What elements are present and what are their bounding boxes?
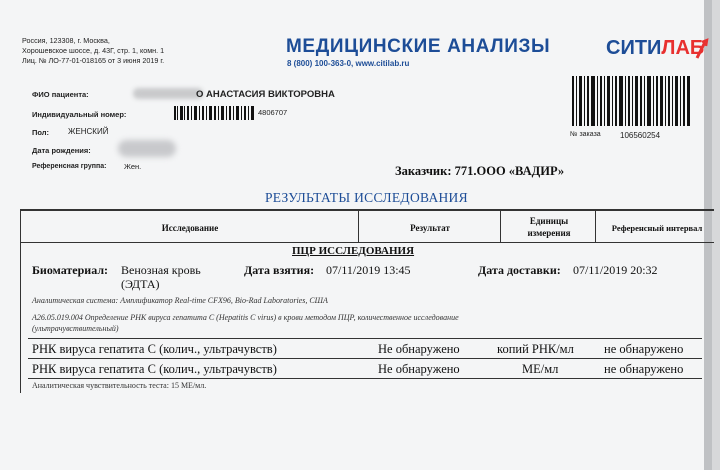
patient-id-value: 4806707 — [258, 108, 288, 117]
order-number-label: № заказа — [570, 131, 601, 138]
column-divider — [500, 210, 501, 242]
column-divider — [358, 210, 359, 242]
row-1-units: копий РНК/мл — [497, 342, 574, 356]
lab-address — [22, 36, 164, 66]
table-left-border — [20, 209, 21, 393]
analytic-system-note: Аналитическая система: Амплификатор Real-time CFX96, Bio-Rad Laboratories, США — [32, 296, 328, 305]
header-units — [505, 215, 593, 239]
row-1-test: РНК вируса гепатита С (колич., ультрачувств) — [32, 342, 277, 356]
delivery-date-label: Дата доставки: — [478, 263, 561, 277]
row-1-reference: не обнаружено — [604, 342, 684, 356]
table-top-border — [20, 209, 714, 211]
address-line: Россия, 123308, г. Москва, — [22, 36, 110, 45]
citilab-logo — [606, 37, 704, 60]
biomaterial-label: Биоматериал: — [32, 263, 109, 277]
taken-date-value: 07/11/2019 13:45 — [326, 263, 411, 277]
order-barcode — [572, 76, 690, 126]
row-2-reference: не обнаружено — [604, 362, 684, 376]
header-test: Исследование — [161, 223, 219, 233]
logo-arrow-icon — [694, 38, 710, 62]
address-line: Лиц. № ЛО-77-01-018165 от 3 июня 2019 г. — [22, 56, 165, 65]
row-2-result: Не обнаружено — [378, 362, 460, 376]
header-reference: Референсный интервал — [611, 223, 703, 233]
reference-group-value: Жен. — [124, 162, 142, 171]
biomaterial-value-2: (ЭДТА) — [121, 277, 160, 291]
redacted-surname — [133, 88, 203, 99]
row-1-result: Не обнаружено — [378, 342, 460, 356]
method-note-2: (ультрачувствительный) — [32, 324, 119, 333]
taken-date-label: Дата взятия: — [244, 263, 315, 277]
table-header-divider — [20, 242, 714, 243]
section-title: ПЦР ИССЛЕДОВАНИЯ — [292, 245, 415, 257]
biomaterial-value: Венозная кровь — [121, 263, 201, 277]
sensitivity-note: Аналитическая чувствительность теста: 15 МЕ/мл. — [32, 381, 207, 390]
patient-id-barcode — [174, 106, 254, 120]
order-number-value: 106560254 — [620, 131, 661, 140]
row-2-test: РНК вируса гепатита С (колич., ультрачувств) — [32, 362, 277, 376]
reference-group-label: Референсная группа: — [32, 163, 107, 170]
patient-sex-value: ЖЕНСКИЙ — [68, 127, 109, 136]
header-units-line1: Единицы — [529, 216, 569, 226]
patient-name-value: О АНАСТАСИЯ ВИКТОРОВНА — [196, 89, 335, 100]
patient-sex-label: Пол: — [32, 128, 50, 137]
method-note: А26.05.019.004 Определение РНК вируса гепатита С (Hepatitis C virus) в крови методом ПЦР, количественное исследование — [32, 313, 459, 322]
delivery-date-value: 07/11/2019 20:32 — [573, 263, 658, 277]
customer-line: Заказчик: 771.ООО «ВАДИР» — [395, 164, 565, 178]
page-shadow — [704, 0, 712, 470]
redacted-dob — [118, 140, 176, 157]
row-2-units: МЕ/мл — [522, 362, 559, 376]
row-divider — [28, 358, 702, 359]
header-units-line2: измерения — [527, 228, 571, 238]
header-result: Результат — [410, 223, 450, 233]
patient-dob-label: Дата рождения: — [32, 146, 91, 155]
logo-text-part1: СИТИ — [606, 37, 662, 59]
column-divider — [595, 210, 596, 242]
logo-text-part2: ЛАБ — [661, 37, 705, 59]
results-title: РЕЗУЛЬТАТЫ ИССЛЕДОВАНИЯ — [265, 190, 468, 205]
address-line: Хорошевское шоссе, д. 43Г, стр. 1, комн. 1 — [22, 46, 165, 55]
lab-contacts: 8 (800) 100-363-0, www.citilab.ru — [287, 59, 410, 68]
patient-name-label: ФИО пациента: — [32, 90, 89, 99]
patient-id-label: Индивидуальный номер: — [32, 110, 127, 119]
row-divider — [28, 378, 702, 379]
lab-title: МЕДИЦИНСКИЕ АНАЛИЗЫ — [286, 36, 551, 57]
row-divider — [28, 338, 702, 339]
